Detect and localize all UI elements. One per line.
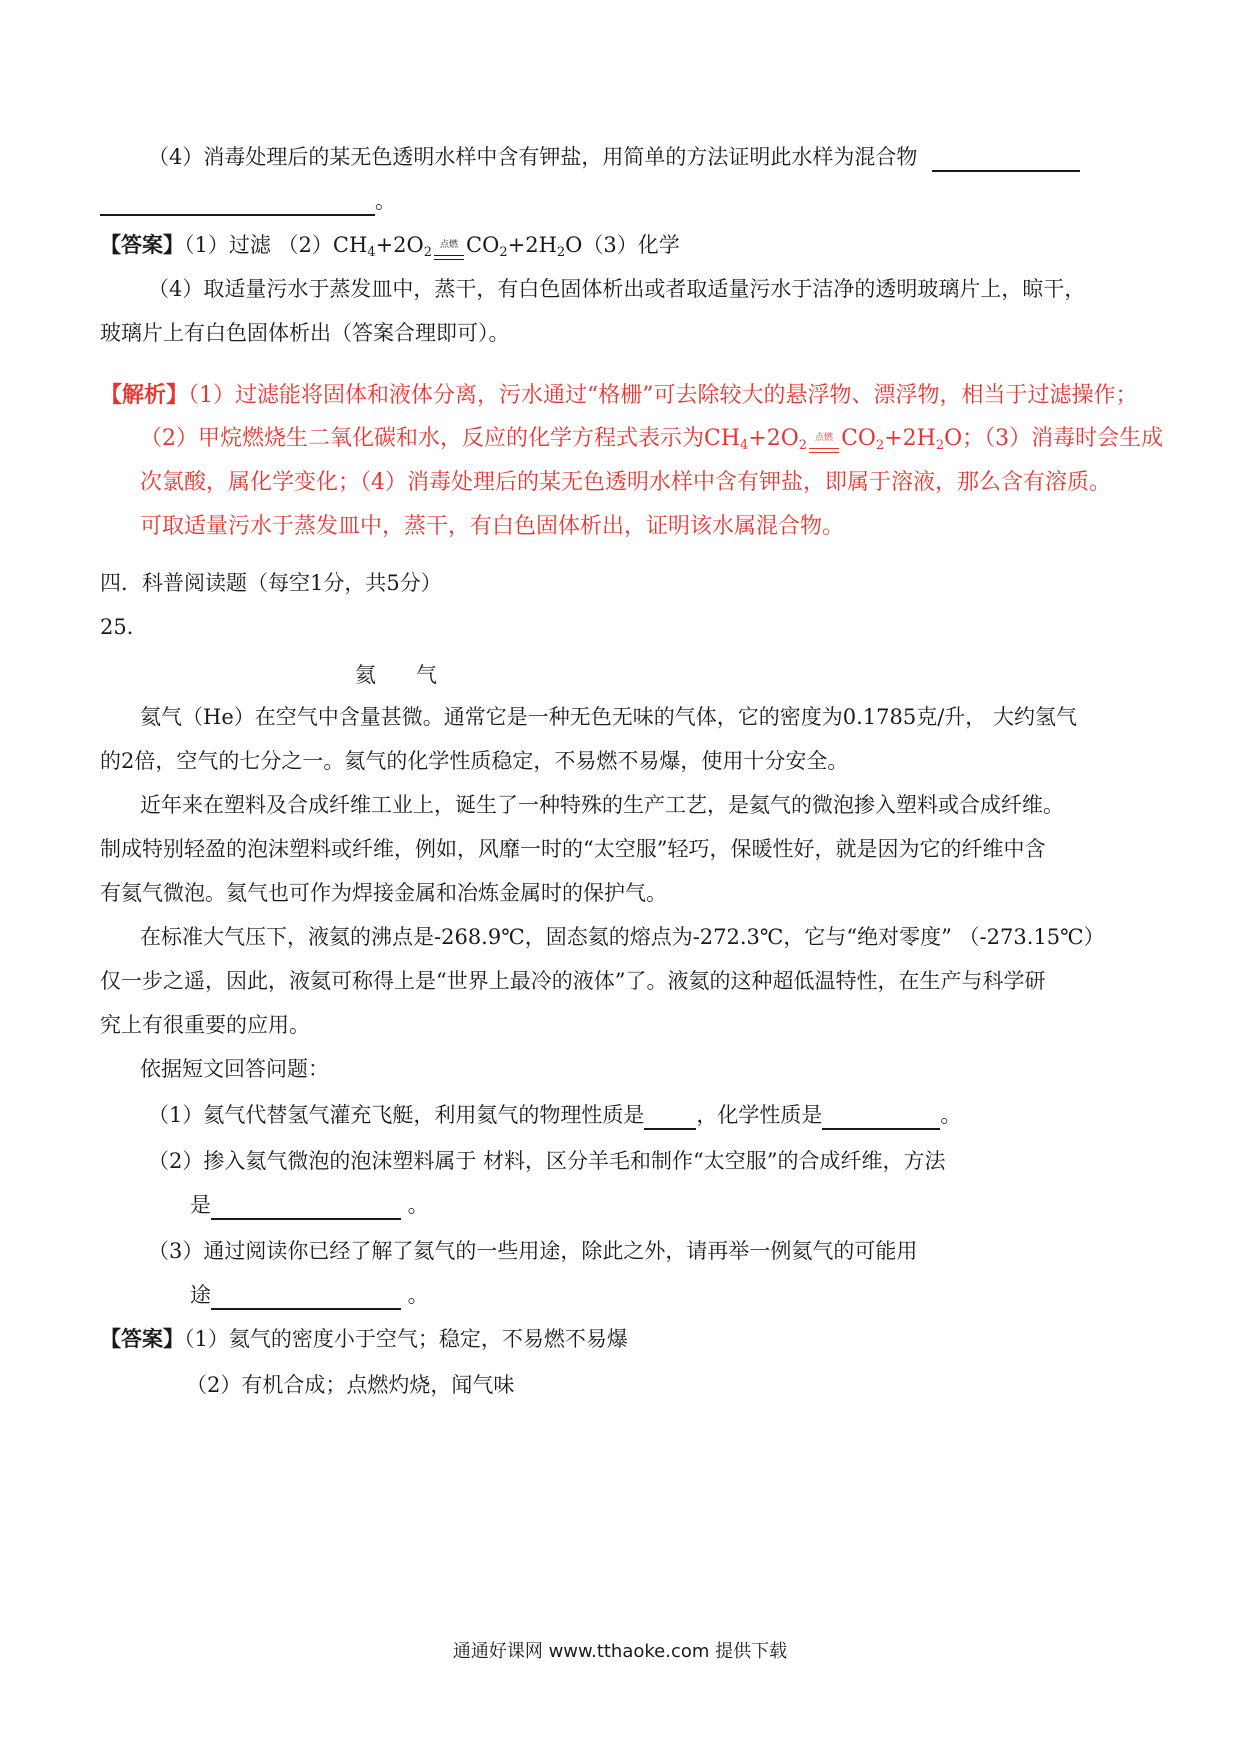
question-number: 25． xyxy=(100,615,148,639)
article-p3-line2: 仅一步之遥，因此，液氦可称得上是“世界上最冷的液体”了。液氦的这种超低温特性，在生产与科学研 xyxy=(100,969,1046,993)
article-p2-line1: 近年来在塑料及合成纤维工业上，诞生了一种特殊的生产工艺，是氦气的微泡掺入塑料或合成纤维。 xyxy=(140,793,1064,817)
q24-analysis-line4: 可取适量污水于蒸发皿中，蒸干，有白色固体析出，证明该水属混合物。 xyxy=(140,514,845,539)
q24-answer-part4-line2: 玻璃片上有白色固体析出（答案合理即可）。 xyxy=(100,321,510,345)
q24-part4-question xyxy=(148,142,1080,172)
q24-analysis-line3: 次氯酸，属化学变化；（4）消毒处理后的某无色透明水样中含有钾盐，即属于溶液，那么含有溶质。 xyxy=(140,470,1112,495)
q25-part2-line1: （2）掺入氦气微泡的泡沫塑料属于 材料，区分羊毛和制作“太空服”的合成纤维，方法 xyxy=(148,1149,946,1173)
article-p1-line1: 氦气（He）在空气中含量甚微。通常它是一种无色无味的气体，它的密度为0.1785克/升， 大约氢气 xyxy=(140,705,1077,729)
article-p1-line2: 的2倍，空气的七分之一。氦气的化学性质稳定，不易燃不易爆，使用十分安全。 xyxy=(100,749,849,773)
article-p2-line2: 制成特别轻盈的泡沫塑料或纤维，例如，风靡一时的“太空服”轻巧，保暖性好，就是因为它的纤维中含 xyxy=(100,837,1046,861)
page-footer: 通通好课网 www.tthaoke.com 提供下载 xyxy=(452,1641,788,1662)
answer-blank[interactable] xyxy=(822,1104,940,1130)
answer-blank[interactable] xyxy=(100,190,375,216)
q24-part4-continuation xyxy=(100,186,396,216)
article-p3-line1: 在标准大气压下，液氦的沸点是-268.9℃，固态氦的熔点为-272.3℃，它与“绝对零度” （-273.15℃） xyxy=(140,925,1105,949)
q24-answer-line1 xyxy=(100,230,680,268)
questions-intro: 依据短文回答问题： xyxy=(140,1057,329,1081)
article-title: 氦气 xyxy=(355,663,477,687)
q25-answer-line1: 【答案】（1）氦气的密度小于空气；稳定，不易燃不易爆 xyxy=(100,1326,628,1351)
q24-part4-text: （4）消毒处理后的某无色透明水样中含有钾盐，用简单的方法证明此水样为混合物 xyxy=(148,145,918,169)
answer-blank[interactable] xyxy=(644,1104,696,1130)
answer-blank[interactable] xyxy=(211,1194,401,1220)
q24-answer-part4-line1: （4）取适量污水于蒸发皿中，蒸干，有白色固体析出或者取适量污水于洁净的透明玻璃片上，晾干， xyxy=(148,277,1086,301)
reaction-arrow-icon: 点燃 xyxy=(807,435,841,461)
q24-analysis-line1: 【解析】（1）过滤能将固体和液体分离，污水通过“格栅”可去除较大的悬浮物、漂浮物，相当于过滤操作； xyxy=(100,382,1138,408)
answer-blank[interactable] xyxy=(211,1284,401,1310)
q25-part3-line1: （3）通过阅读你已经了解了氦气的一些用途，除此之外，请再举一例氦气的可能用 xyxy=(148,1239,918,1263)
answer-label: 【答案】 xyxy=(100,1326,184,1351)
period: 。 xyxy=(375,189,396,213)
q25-part3-line2: 途 。 xyxy=(190,1280,429,1310)
answer-formula: （1）过滤 $(2)CH_4+2O_2$ 点燃 $CO_2+2H_2O(3)$化学 xyxy=(184,233,680,257)
q25-part1: （1）氦气代替氢气灌充飞艇，利用氦气的物理性质是 ，化学性质是 。 xyxy=(148,1100,961,1130)
q24-analysis-line2: （2）甲烷燃烧生二氧化碳和水，反应的化学方程式表示为$CH_4+2O_2$ 点燃 $CO_2+2H_2O$；（3）消毒时会生成 xyxy=(140,424,1163,461)
article-p2-line3: 有氦气微泡。氦气也可作为焊接金属和冶炼金属时的保护气。 xyxy=(100,881,667,905)
q25-part2-line2: 是 。 xyxy=(190,1190,429,1220)
article-p3-line3: 究上有很重要的应用。 xyxy=(100,1013,310,1037)
section-heading: 四．科普阅读题（每空1分，共5分） xyxy=(100,571,442,595)
reaction-arrow-icon: 点燃 xyxy=(432,242,466,268)
analysis-label: 【解析】 xyxy=(100,382,189,408)
q25-answer-line2: （2）有机合成；点燃灼烧，闻气味 xyxy=(186,1373,515,1397)
answer-label: 【答案】 xyxy=(100,232,184,257)
answer-blank[interactable] xyxy=(932,146,1080,172)
